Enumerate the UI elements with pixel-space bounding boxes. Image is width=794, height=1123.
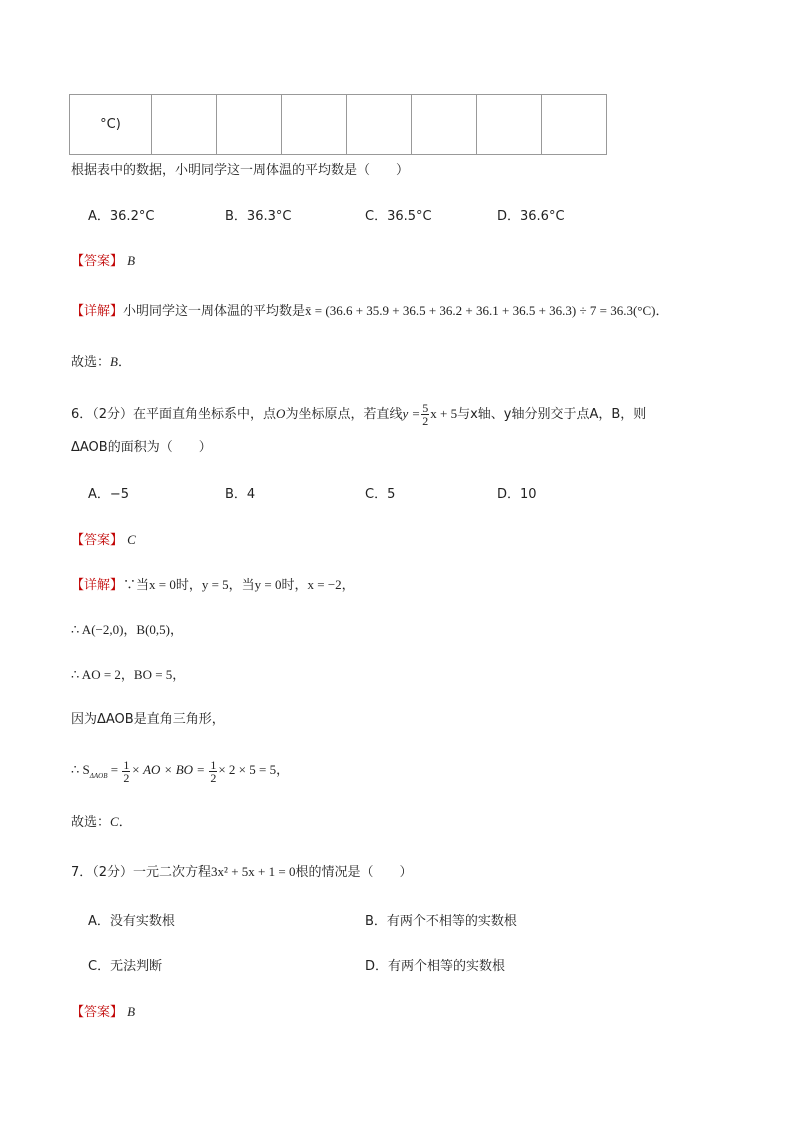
q6-stem-b: 为坐标原点，若直线 — [285, 407, 403, 422]
table-cell-unit — [70, 95, 152, 155]
q6-detail-line3: ∴ AO = 2，BO = 5， — [71, 667, 186, 682]
area-mid: × AO × BO = — [131, 762, 206, 777]
temperature-table — [69, 94, 607, 155]
q6-detail-line4: 因为ΔAOB是直角三角形， — [71, 712, 225, 727]
table-row — [70, 95, 607, 155]
table-cell — [412, 95, 477, 155]
answer-value: C — [127, 532, 136, 547]
fraction-denominator: 2 — [123, 770, 130, 785]
q7-option-c: C．无法判断 — [88, 959, 163, 974]
half-fraction — [122, 759, 130, 784]
q5-detail — [71, 301, 669, 322]
q6-stem-line1 — [71, 396, 646, 433]
choose-answer: B — [110, 354, 118, 369]
detail-text: 小明同学这一周体温的平均数是 — [123, 304, 306, 319]
q6-answer — [71, 530, 136, 551]
q7-stem-b: 根的情况是（ ） — [295, 865, 413, 880]
q6-detail-line1 — [71, 575, 355, 596]
q6-option-c: C．5 — [365, 487, 396, 502]
choose-answer: C — [110, 814, 119, 829]
q7-option-b: B．有两个不相等的实数根 — [365, 914, 517, 929]
choose-suffix: ． — [118, 815, 132, 830]
q5-option-a: A．36.2°C — [88, 209, 155, 224]
q6-eq-rhs: x + 5 — [430, 406, 458, 421]
fraction-numerator: 5 — [422, 401, 429, 415]
q6-detail-line2: ∴ A(−2,0)，B(0,5)， — [71, 622, 184, 637]
q7-option-d: D．有两个相等的实数根 — [365, 959, 506, 974]
area-prefix: ∴ S — [71, 762, 90, 777]
table-cell — [282, 95, 347, 155]
q6-option-b: B．4 — [225, 487, 256, 502]
answer-tag: 【答案】 — [71, 1005, 124, 1020]
q6-fraction — [421, 402, 429, 427]
table-cell — [217, 95, 282, 155]
table-cell — [152, 95, 217, 155]
area-eq: = — [110, 762, 119, 777]
q6-stem-c: 与x轴、y轴分别交于点A，B，则 — [457, 407, 647, 422]
q6-area-formula — [71, 752, 289, 794]
q6-eq-lhs: y = — [402, 406, 421, 421]
detail-text: ∵当x = 0时，y = 5，当y = 0时，x = −2， — [123, 577, 355, 592]
choose-prefix: 故选： — [71, 815, 111, 830]
q5-answer — [71, 251, 135, 272]
choose-suffix: ． — [117, 355, 131, 370]
detail-tag: 【详解】 — [71, 578, 124, 593]
unit-label: °C) — [100, 117, 121, 132]
answer-tag: 【答案】 — [71, 254, 124, 269]
fraction-denominator: 2 — [422, 414, 429, 428]
area-subscript: ΔAOB — [89, 772, 108, 780]
q7-stem — [71, 862, 412, 883]
q6-option-a: A．−5 — [88, 487, 130, 502]
q5-option-c: C．36.5°C — [365, 209, 432, 224]
q6-choose — [71, 812, 132, 833]
q6-var-o: O — [276, 406, 286, 421]
table-cell — [477, 95, 542, 155]
q5-stem: 根据表中的数据，小明同学这一周体温的平均数是（ ） — [71, 163, 410, 178]
answer-tag: 【答案】 — [71, 533, 124, 548]
q6-option-d: D．10 — [497, 487, 537, 502]
q7-answer — [71, 1002, 135, 1023]
fraction-numerator: 1 — [210, 757, 217, 772]
q7-stem-a: 7．（2分）一元二次方程 — [71, 865, 212, 880]
detail-tag: 【详解】 — [71, 304, 124, 319]
answer-value: B — [127, 1004, 136, 1019]
q6-stem-line2: ΔAOB的面积为（ ） — [71, 440, 212, 455]
q6-stem-a: 6．（2分）在平面直角坐标系中，点 — [71, 407, 277, 422]
table-cell — [542, 95, 607, 155]
q5-option-d: D．36.6°C — [497, 209, 565, 224]
table-cell — [347, 95, 412, 155]
q5-option-b: B．36.3°C — [225, 209, 292, 224]
fraction-numerator: 1 — [123, 757, 130, 772]
q7-option-a: A．没有实数根 — [88, 914, 175, 929]
choose-prefix: 故选： — [71, 355, 111, 370]
q5-choose — [71, 352, 131, 373]
area-end: × 2 × 5 = 5， — [218, 762, 290, 777]
q7-equation: 3x² + 5x + 1 = 0 — [211, 864, 296, 879]
half-fraction — [209, 759, 217, 784]
answer-value: B — [127, 253, 136, 268]
detail-formula: x̄ = (36.6 + 35.9 + 36.5 + 36.2 + 36.1 + 36.5 + 36.3) ÷ 7 = 36.3(°C)． — [305, 303, 669, 318]
fraction-denominator: 2 — [210, 770, 217, 785]
